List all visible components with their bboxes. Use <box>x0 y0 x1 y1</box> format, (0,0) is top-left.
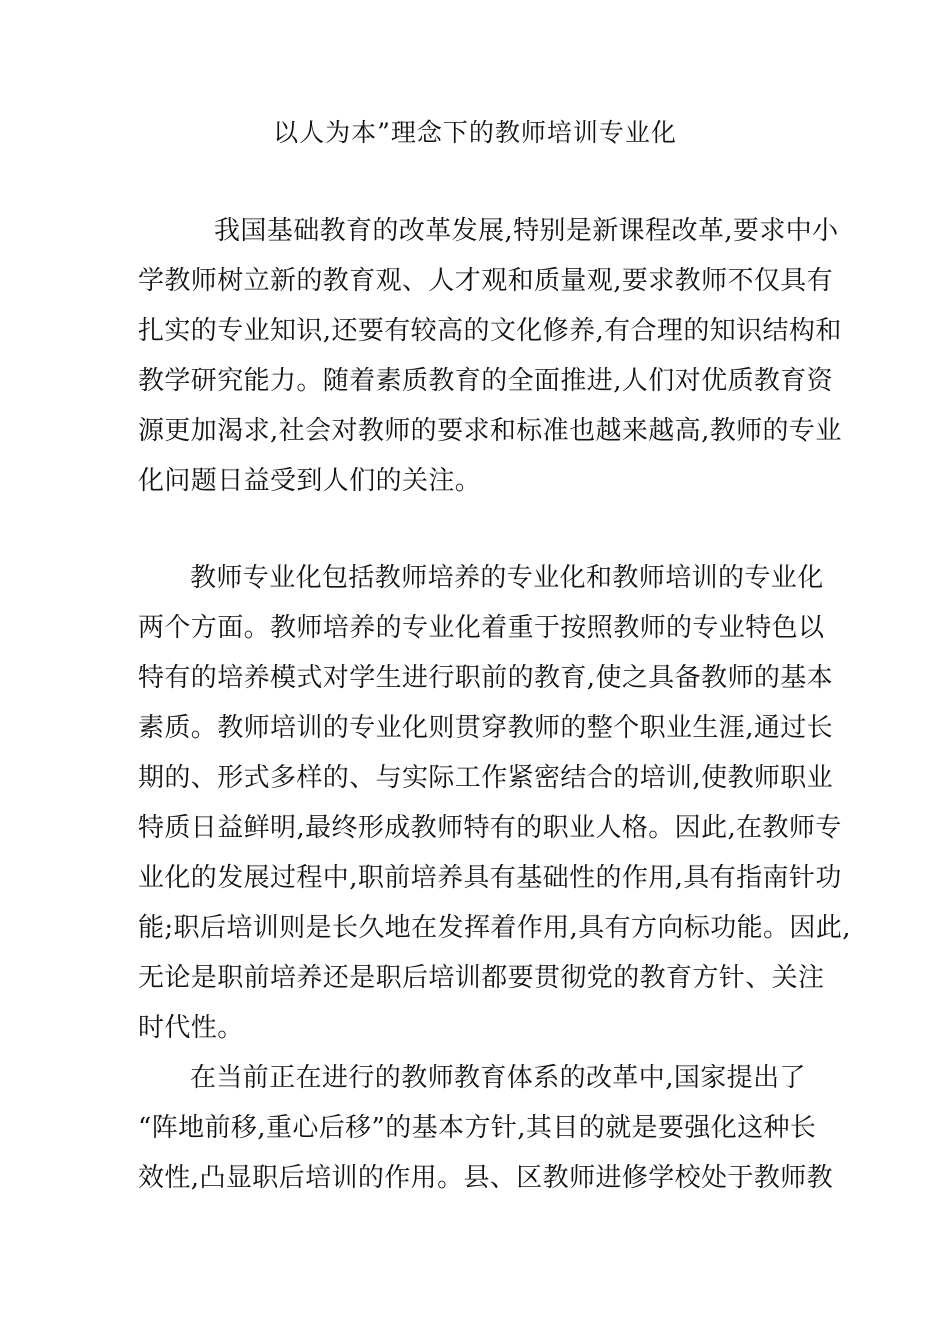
paragraph-line: 效性,凸显职后培训的作用。县、区教师进修学校处于教师教 <box>138 1163 834 1193</box>
paragraph-line: 特质日益鲜明,最终形成教师特有的职业人格。因此,在教师专 <box>138 813 842 843</box>
paragraph-line: 扎实的专业知识,还要有较高的文化修养,有合理的知识结构和 <box>138 316 842 346</box>
paragraph-line: “阵地前移,重心后移”的基本方针,其目的就是要强化这种长 <box>138 1113 817 1143</box>
paragraph-line: 期的、形式多样的、与实际工作紧密结合的培训,使教师职业 <box>138 763 834 793</box>
paragraph-line: 化问题日益受到人们的关注。 <box>138 466 482 496</box>
paragraph-line: 我国基础教育的改革发展,特别是新课程改革,要求中小 <box>214 216 839 246</box>
paragraph-line: 在当前正在进行的教师教育体系的改革中,国家提出了 <box>190 1063 806 1093</box>
paragraph-line: 教学研究能力。随着素质教育的全面推进,人们对优质教育资 <box>138 366 834 396</box>
paragraph-line: 无论是职前培养还是职后培训都要贯彻党的教育方针、关注 <box>138 963 825 993</box>
paragraph-line: 学教师树立新的教育观、人才观和质量观,要求教师不仅具有 <box>138 266 834 296</box>
paragraph-line: 能;职后培训则是长久地在发挥着作用,具有方向标功能。因此, <box>138 913 851 943</box>
paragraph-line: 源更加渴求,社会对教师的要求和标准也越来越高,教师的专业 <box>138 416 842 446</box>
document-title: 以人为本”理念下的教师培训专业化 <box>273 118 677 147</box>
paragraph-3 <box>138 1053 834 1203</box>
paragraph-line: 特有的培养模式对学生进行职前的教育,使之具备教师的基本 <box>138 663 834 693</box>
paragraph-line: 素质。教师培训的专业化则贯穿教师的整个职业生涯,通过长 <box>138 713 834 743</box>
paragraph-line: 教师专业化包括教师培养的专业化和教师培训的专业化 <box>190 563 824 593</box>
paragraph-line: 两个方面。教师培养的专业化着重于按照教师的专业特色以 <box>138 613 825 643</box>
paragraph-line: 时代性。 <box>138 1013 244 1043</box>
paragraph-2 <box>138 553 851 1053</box>
paragraph-1 <box>138 206 842 506</box>
paragraph-line: 业化的发展过程中,职前培养具有基础性的作用,具有指南针功 <box>138 863 842 893</box>
